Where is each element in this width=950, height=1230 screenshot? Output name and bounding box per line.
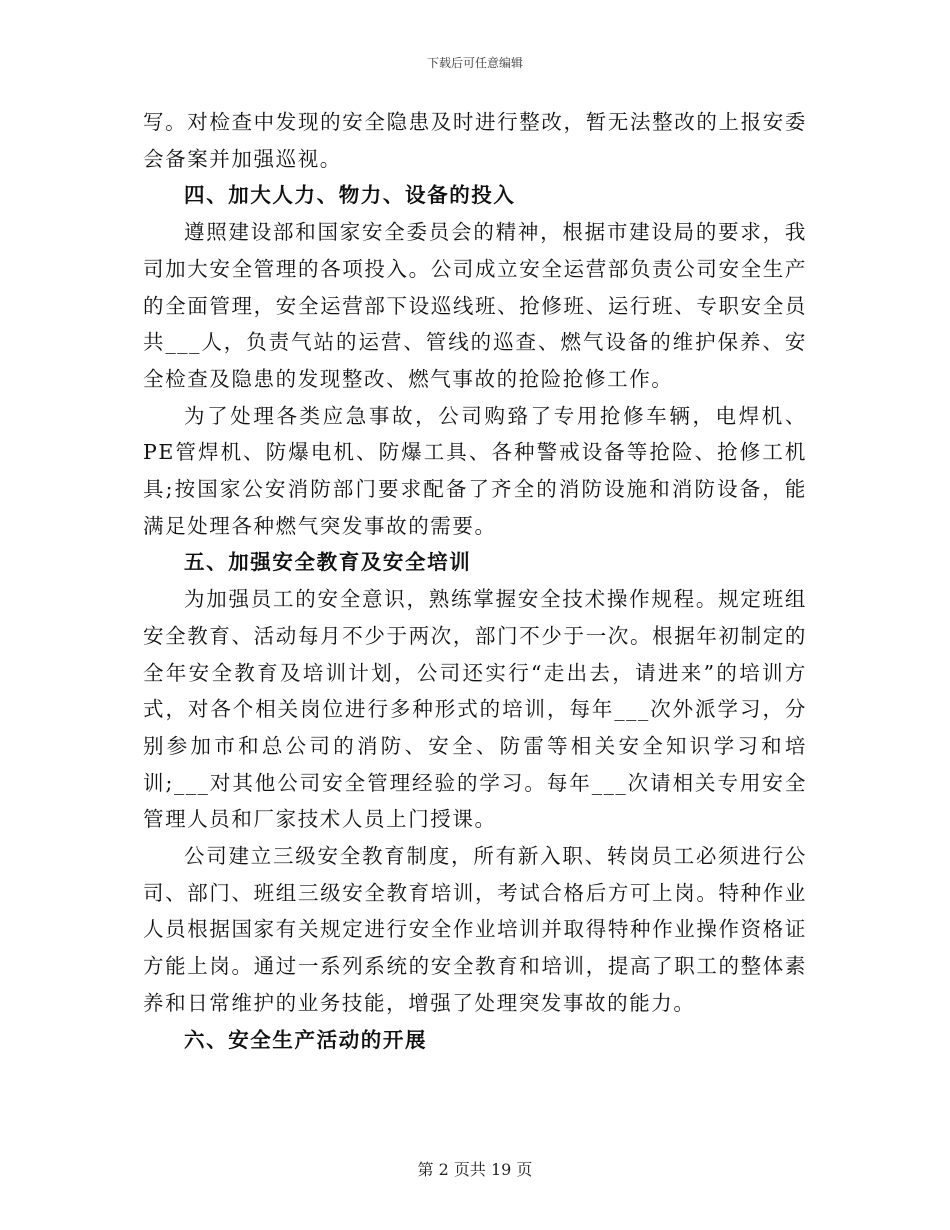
- document-body: [143, 104, 807, 1058]
- paragraph: 为加强员工的安全意识，熟练掌握安全技术操作规程。规定班组安全教育、活动每月不少于两次，部门不少于一次。根据年初制定的全年安全教育及培训计划，公司还实行“走出去，请进来”的培训方式，对各个相关岗位进行多种形式的培训，每年___次外派学习，分别参加市和总公司的消防、安全、防雷等相关安全知识学习和培训;___对其他公司安全管理经验的学习。每年___次请相关专用安全管理人员和厂家技术人员上门授课。: [143, 587, 807, 832]
- header-note: 下载后可任意编辑: [426, 56, 523, 70]
- paragraph: 遵照建设部和国家安全委员会的精神，根据市建设局的要求，我司加大安全管理的各项投入。公司成立安全运营部负责公司安全生产的全面管理，安全运营部下设巡线班、抢修班、运行班、专职安全员共___人，负责气站的运营、管线的巡查、燃气设备的维护保养、安全检查及隐患的发现整改、燃气事故的抢险抢修工作。: [143, 220, 807, 391]
- section-heading: 六、安全生产活动的开展: [184, 1027, 428, 1052]
- section-heading: 四、加大人力、物力、设备的投入: [184, 183, 516, 208]
- paragraph: 公司建立三级安全教育制度，所有新入职、转岗员工必须进行公司、部门、班组三级安全教育培训，考试合格后方可上岗。特种作业人员根据国家有关规定进行安全作业培训并取得特种作业操作资格证方能上岗。通过一系列系统的安全教育和培训，提高了职工的整体素养和日常维护的业务技能，增强了处理突发事故的能力。: [143, 844, 807, 1015]
- page-footer: 第 2 页共 19 页: [417, 1160, 533, 1179]
- paragraph: 写。对检查中发现的安全隐患及时进行整改，暂无法整改的上报安委会备案并加强巡视。: [143, 110, 807, 171]
- section-heading: 五、加强安全教育及安全培训: [184, 550, 472, 575]
- paragraph: 为了处理各类应急事故，公司购臵了专用抢修车辆，电焊机、PE管焊机、防爆电机、防爆工具、各种警戒设备等抢险、抢修工机具;按国家公安消防部门要求配备了齐全的消防设施和消防设备，能满足处理各种燃气突发事故的需要。: [143, 403, 807, 538]
